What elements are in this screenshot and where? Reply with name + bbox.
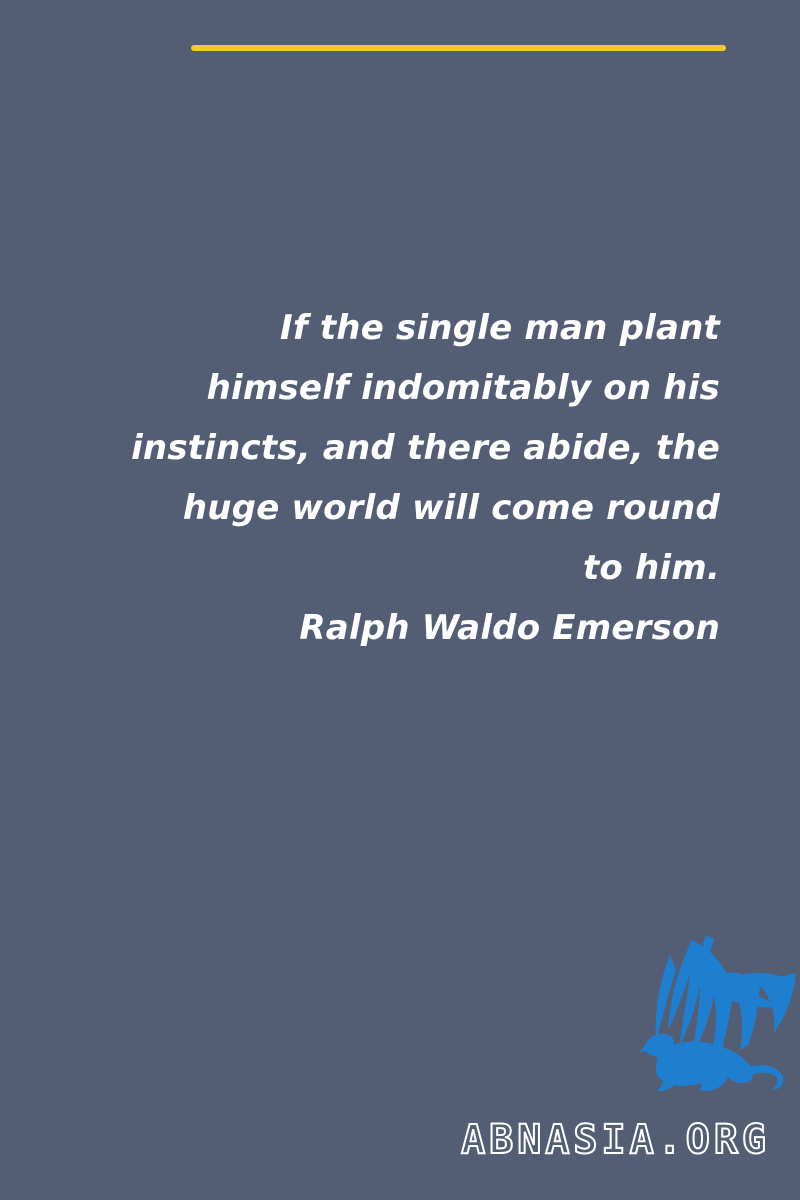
quote-line: If the single man plant: [279, 308, 720, 348]
griffin-icon: [630, 935, 800, 1100]
quote-block: [60, 298, 720, 658]
quote-line: huge world will come round: [182, 488, 720, 528]
quote-line: to him.: [582, 548, 720, 588]
accent-bar: [191, 45, 726, 51]
logo-text: ABNASIA.ORG: [461, 1117, 770, 1163]
quote-author: Ralph Waldo Emerson: [299, 608, 720, 648]
quote-line: himself indomitably on his: [206, 368, 720, 408]
quote-line: instincts, and there abide, the: [131, 428, 720, 468]
